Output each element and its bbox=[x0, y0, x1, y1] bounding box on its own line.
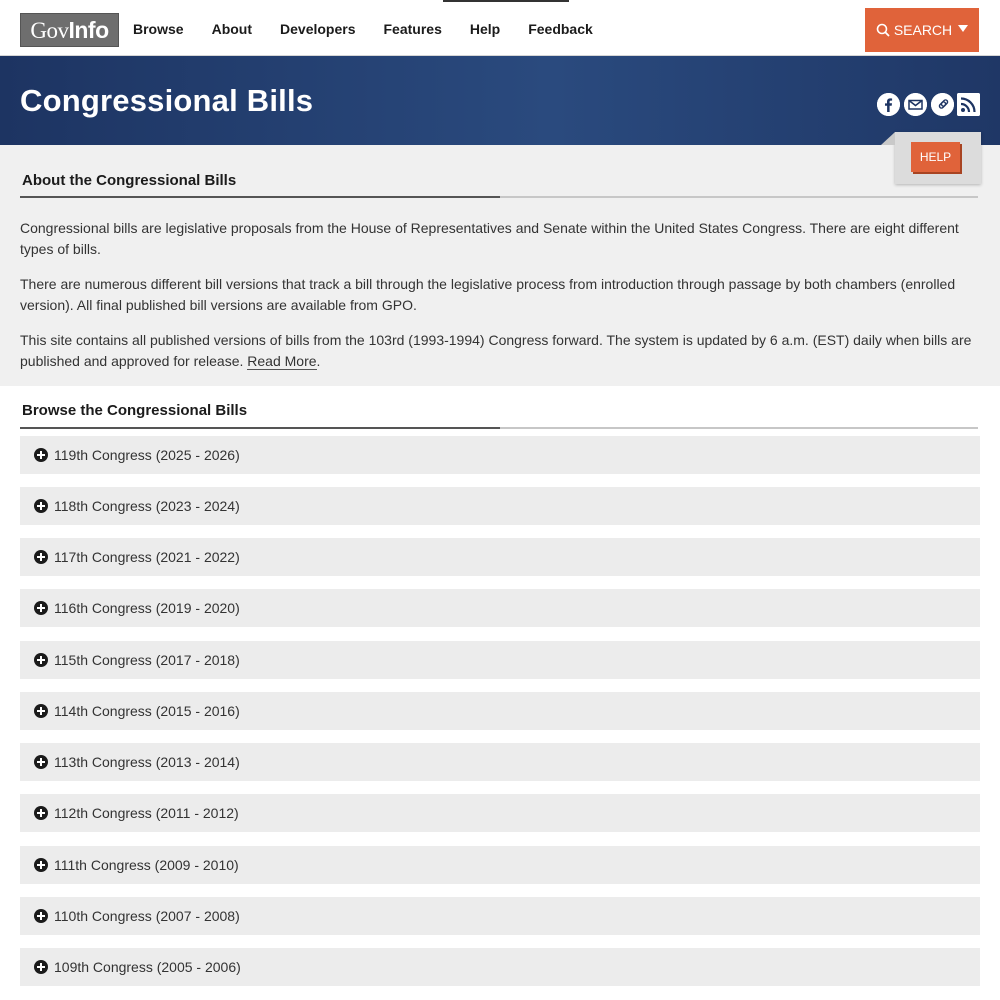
about-section bbox=[0, 145, 1000, 386]
browse-heading: Browse the Congressional Bills bbox=[22, 402, 248, 419]
about-paragraph-3 bbox=[20, 330, 978, 372]
congress-row-119[interactable] bbox=[20, 436, 980, 474]
congress-row-109[interactable] bbox=[20, 948, 980, 986]
expand-plus-icon bbox=[34, 550, 48, 564]
congress-label: 109th Congress (2005 - 2006) bbox=[54, 959, 241, 975]
congress-row-110[interactable] bbox=[20, 897, 980, 935]
about-heading: About the Congressional Bills bbox=[22, 172, 237, 189]
expand-plus-icon bbox=[34, 653, 48, 667]
congress-label: 118th Congress (2023 - 2024) bbox=[54, 498, 240, 514]
congress-label: 115th Congress (2017 - 2018) bbox=[54, 652, 240, 668]
expand-plus-icon bbox=[34, 601, 48, 615]
read-more-suffix: . bbox=[316, 353, 321, 369]
expand-plus-icon bbox=[34, 858, 48, 872]
logo-text-gov: Gov bbox=[30, 17, 69, 43]
nav-about[interactable]: About bbox=[211, 21, 253, 37]
logo-text-info: Info bbox=[68, 16, 109, 43]
help-tab bbox=[895, 132, 981, 184]
expand-plus-icon bbox=[34, 755, 48, 769]
page-header-banner bbox=[0, 56, 1000, 145]
caret-down-icon bbox=[958, 25, 968, 32]
nav-links bbox=[133, 0, 621, 58]
nav-features[interactable]: Features bbox=[383, 21, 442, 37]
expand-plus-icon bbox=[34, 499, 48, 513]
congress-label: 113th Congress (2013 - 2014) bbox=[54, 754, 240, 770]
govinfo-logo[interactable] bbox=[20, 13, 119, 47]
browse-heading-rule-accent bbox=[20, 427, 500, 429]
congress-label: 119th Congress (2025 - 2026) bbox=[54, 447, 240, 463]
page-title: Congressional Bills bbox=[20, 83, 314, 118]
congress-row-115[interactable] bbox=[20, 641, 980, 679]
search-button[interactable] bbox=[865, 8, 979, 52]
rss-icon[interactable] bbox=[957, 93, 980, 116]
search-label: SEARCH bbox=[893, 22, 953, 38]
congress-row-118[interactable] bbox=[20, 487, 980, 525]
nav-help[interactable]: Help bbox=[469, 21, 501, 37]
congress-row-114[interactable] bbox=[20, 692, 980, 730]
expand-plus-icon bbox=[34, 960, 48, 974]
nav-developers[interactable]: Developers bbox=[280, 21, 356, 37]
congress-row-113[interactable] bbox=[20, 743, 980, 781]
congress-row-112[interactable] bbox=[20, 794, 980, 832]
expand-plus-icon bbox=[34, 704, 48, 718]
about-paragraph-2: There are numerous different bill versions that track a bill through the legislative process from introduction through passage by both chambers (enrolled version). All final published bill versions are available from GPO. bbox=[20, 276, 956, 313]
congress-label: 112th Congress (2011 - 2012) bbox=[54, 805, 239, 821]
expand-plus-icon bbox=[34, 806, 48, 820]
search-icon bbox=[876, 23, 890, 37]
expand-plus-icon bbox=[34, 909, 48, 923]
congress-label: 110th Congress (2007 - 2008) bbox=[54, 908, 240, 924]
help-button[interactable]: HELP bbox=[911, 142, 960, 172]
congress-row-116[interactable] bbox=[20, 589, 980, 627]
congress-row-117[interactable] bbox=[20, 538, 980, 576]
congress-label: 111th Congress (2009 - 2010) bbox=[54, 857, 239, 873]
congress-label: 116th Congress (2019 - 2020) bbox=[54, 600, 240, 616]
congress-label: 117th Congress (2021 - 2022) bbox=[54, 549, 240, 565]
link-icon[interactable] bbox=[931, 93, 954, 116]
about-paragraph-1: Congressional bills are legislative proposals from the House of Representatives and Senate within the United States Congress. There are eight different types of bills. bbox=[20, 220, 959, 257]
congress-row-111[interactable] bbox=[20, 846, 980, 884]
about-paragraph-3-text: This site contains all published versions of bills from the 103rd (1993-1994) Congress forward. The system is updated by 6 a.m. (EST) daily when bills are published and approved for release. bbox=[20, 332, 972, 369]
nav-browse[interactable]: Browse bbox=[133, 21, 184, 37]
read-more-link[interactable]: Read More bbox=[247, 353, 317, 369]
top-navigation bbox=[0, 0, 1000, 56]
facebook-icon[interactable] bbox=[877, 93, 900, 116]
nav-feedback[interactable]: Feedback bbox=[528, 21, 593, 37]
about-heading-rule-accent bbox=[20, 196, 500, 198]
expand-plus-icon bbox=[34, 448, 48, 462]
email-icon[interactable] bbox=[904, 93, 927, 116]
congress-label: 114th Congress (2015 - 2016) bbox=[54, 703, 240, 719]
